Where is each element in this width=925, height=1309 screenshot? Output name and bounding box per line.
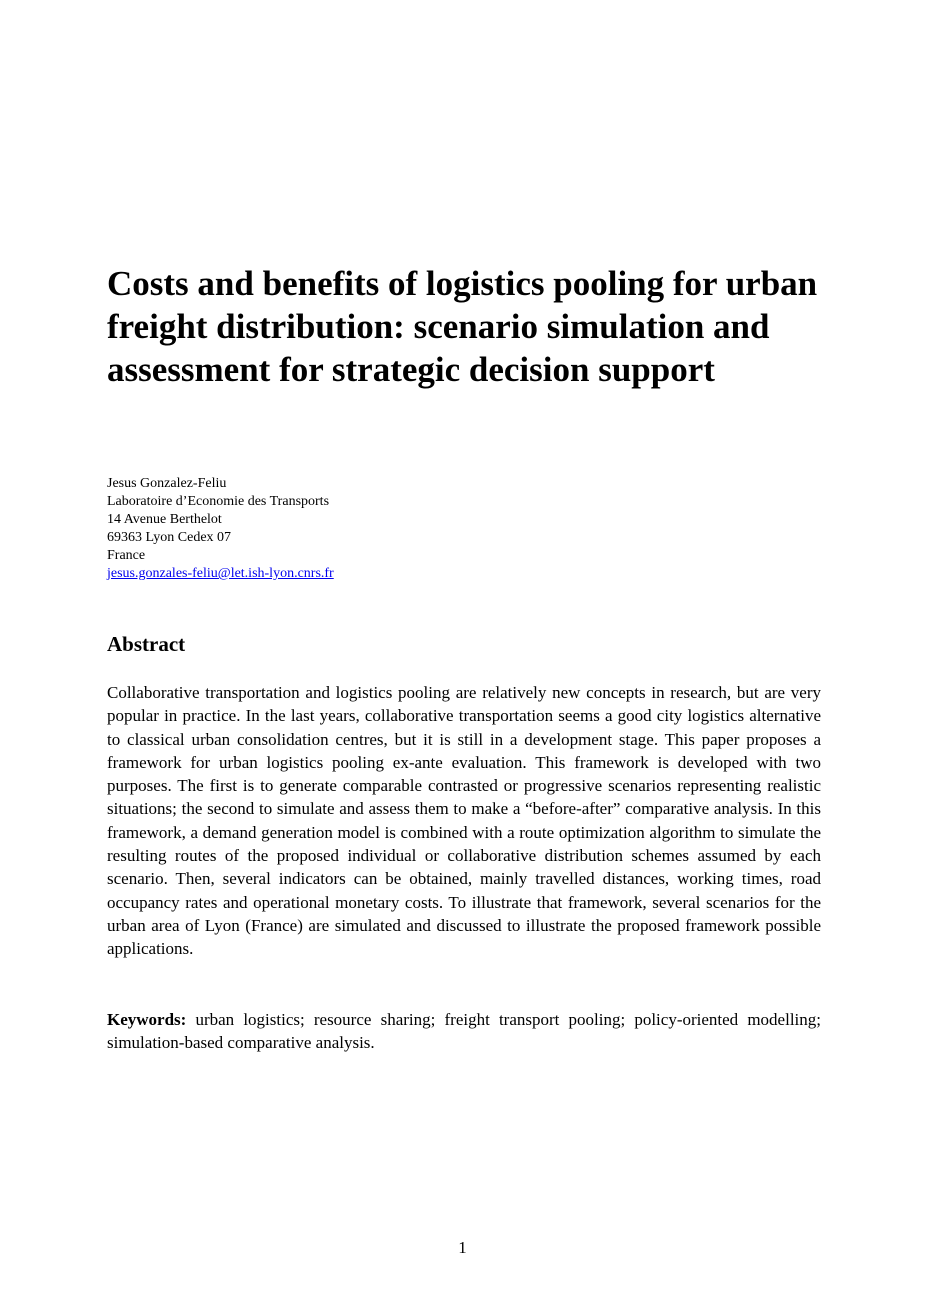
keywords-text: urban logistics; resource sharing; freight transport pooling; policy-oriented modelling; simulation-based comparative analysis. <box>107 1010 821 1053</box>
abstract-body: Collaborative transportation and logistics pooling are relatively new concepts in research, but are very popular in practice. In the last years, collaborative transportation seems a good city logistics alternative to classical urban consolidation centres, but it is still in a development stage. This paper proposes a framework for urban logistics pooling ex-ante evaluation. This framework is developed with two purposes. The first is to generate comparable contrasted or progressive scenarios representing realistic situations; the second to simulate and assess them to make a “before-after” comparative analysis. In this framework, a demand generation model is combined with a route optimization algorithm to simulate the resulting routes of the proposed individual or collaborative distribution schemes assumed by each scenario. Then, several indicators can be obtained, mainly travelled distances, working times, road occupancy rates and operational monetary costs. To illustrate that framework, several scenarios for the urban area of Lyon (France) are simulated and discussed to illustrate the proposed framework possible applications. <box>107 683 821 959</box>
page-number: 1 <box>458 1238 467 1257</box>
paper-title: Costs and benefits of logistics pooling for urban freight distribution: scenario simulation and assessment for strategic decision support <box>107 264 818 389</box>
abstract-heading: Abstract <box>107 632 186 656</box>
author-block <box>107 475 607 583</box>
author-name: Jesus Gonzalez-Feliu <box>107 476 227 491</box>
author-city: 69363 Lyon Cedex 07 <box>107 530 232 545</box>
keywords-label: Keywords: <box>107 1010 187 1029</box>
author-email-link[interactable]: jesus.gonzales-feliu@let.ish-lyon.cnrs.fr <box>107 566 334 581</box>
author-country: France <box>107 548 146 563</box>
author-street: 14 Avenue Berthelot <box>107 512 222 527</box>
keywords-paragraph <box>107 1008 821 1055</box>
author-affiliation: Laboratoire d’Economie des Transports <box>107 494 330 509</box>
